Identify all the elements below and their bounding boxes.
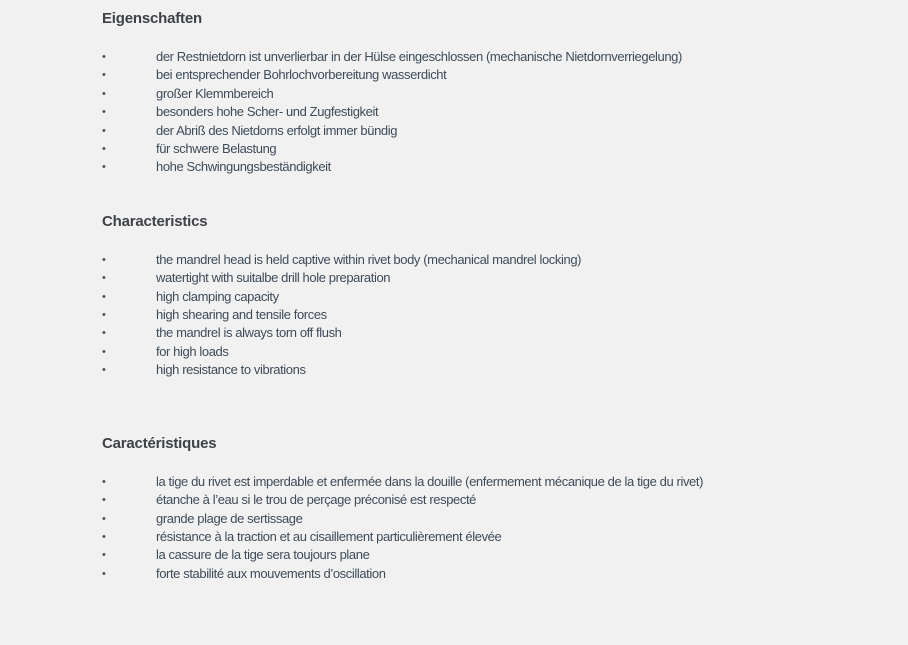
bullet-icon: • <box>102 327 106 340</box>
list-item-text: der Restnietdorn ist unverlierbar in der Hülse eingeschlossen (mechanische Nietdornverriegelung) <box>156 49 682 64</box>
list-item-text: high shearing and tensile forces <box>156 307 327 323</box>
list-item <box>102 510 868 528</box>
bullet-icon: • <box>102 51 106 63</box>
list-item-text: la tige du rivet est imperdable et enfermée dans la douille (enfermement mécanique de la tige du rivet) <box>156 473 704 489</box>
list-item-text: watertight with suitalbe drill hole preparation <box>156 270 391 286</box>
bullet-icon: • <box>102 290 106 303</box>
list-item-text: für schwere Belastung <box>156 141 277 157</box>
bullet-icon: • <box>102 364 106 377</box>
list-item <box>102 158 868 176</box>
section-characteristics <box>102 213 868 380</box>
bullet-icon: • <box>102 309 106 322</box>
list-item <box>102 565 868 583</box>
section-title-characteristics: Characteristics <box>102 212 208 230</box>
list-item-text: high clamping capacity <box>156 288 279 304</box>
list-item-text: grande plage de sertissage <box>156 510 303 526</box>
bullet-icon: • <box>102 549 106 562</box>
list-item <box>102 251 868 269</box>
list-item <box>102 306 868 324</box>
bullet-icon: • <box>102 567 106 580</box>
bullet-icon: • <box>102 143 106 156</box>
list-item-text: for high loads <box>156 343 229 359</box>
list-item-text: der Abriß des Nietdorns erfolgt immer bündig <box>156 122 398 138</box>
list-item <box>102 473 868 491</box>
list-item-text: großer Klemmbereich <box>156 85 274 101</box>
list-item <box>102 122 868 140</box>
list-item <box>102 324 868 342</box>
list-item <box>102 48 868 66</box>
list-item <box>102 361 868 379</box>
list-item-text: bei entsprechender Bohrlochvorbereitung wasserdicht <box>156 67 447 83</box>
bullet-icon: • <box>102 272 106 285</box>
list-item <box>102 66 868 84</box>
bullet-icon: • <box>102 512 106 525</box>
bullet-icon: • <box>102 530 106 543</box>
bullet-icon: • <box>102 494 106 507</box>
list-item-text: forte stabilité aux mouvements d’oscillation <box>156 565 386 581</box>
list-item-text: the mandrel is always torn off flush <box>156 325 342 341</box>
bullet-icon: • <box>102 161 106 174</box>
bullet-icon: • <box>102 475 106 488</box>
bullet-icon: • <box>102 345 106 358</box>
list-item-text: hohe Schwingungsbeständigkeit <box>156 159 331 175</box>
list-item <box>102 140 868 158</box>
bullet-icon: • <box>102 106 106 119</box>
bullet-list-eigenschaften <box>102 48 868 177</box>
list-item-text: the mandrel head is held captive within rivet body (mechanical mandrel locking) <box>156 251 582 267</box>
section-eigenschaften <box>102 10 868 177</box>
section-title-eigenschaften: Eigenschaften <box>102 10 202 27</box>
list-item <box>102 288 868 306</box>
list-item-text: high resistance to vibrations <box>156 362 306 378</box>
list-item <box>102 85 868 103</box>
list-item <box>102 269 868 287</box>
list-item-text: étanche à l’eau si le trou de perçage préconisé est respecté <box>156 492 476 508</box>
section-title-caracteristiques: Caractéristiques <box>102 434 217 452</box>
list-item <box>102 103 868 121</box>
bullet-icon: • <box>102 69 106 82</box>
list-item <box>102 546 868 564</box>
bullet-icon: • <box>102 87 106 100</box>
bullet-icon: • <box>102 253 106 266</box>
section-caracteristiques <box>102 435 868 583</box>
list-item-text: la cassure de la tige sera toujours plane <box>156 547 370 563</box>
bullet-list-caracteristiques <box>102 473 868 583</box>
bullet-list-characteristics <box>102 251 868 380</box>
list-item-text: résistance à la traction et au cisaillement particulièrement élevée <box>156 528 502 544</box>
list-item <box>102 528 868 546</box>
list-item <box>102 491 868 509</box>
list-item <box>102 343 868 361</box>
bullet-icon: • <box>102 124 106 137</box>
list-item-text: besonders hohe Scher- und Zugfestigkeit <box>156 104 379 120</box>
